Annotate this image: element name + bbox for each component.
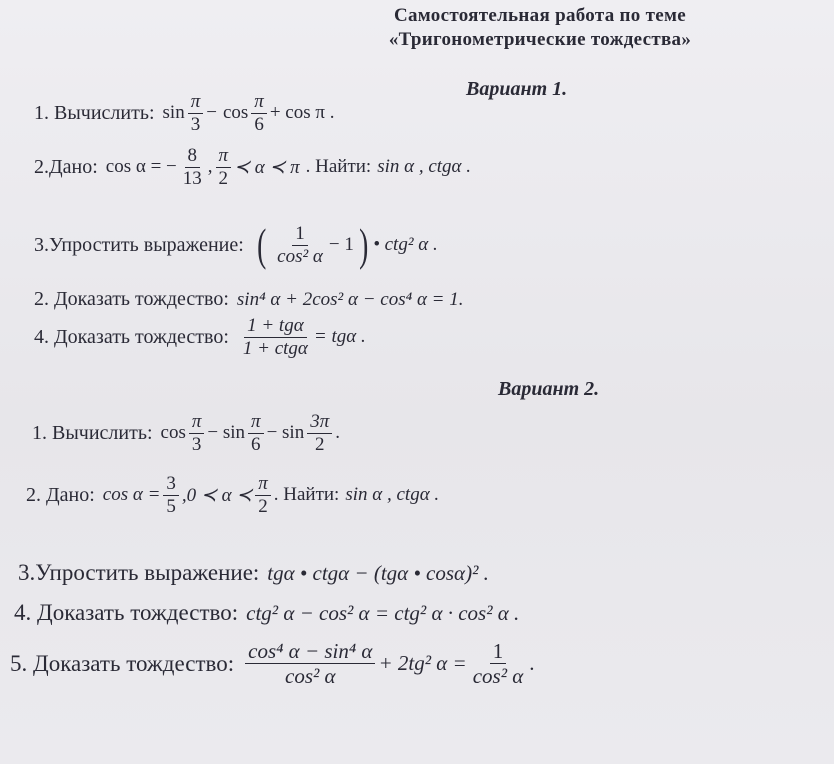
fraction-denominator: cos² α xyxy=(472,664,524,689)
v1-task-2 xyxy=(34,146,471,189)
variant-1-title: Вариант 1. xyxy=(466,78,568,100)
v1-task-4-expr: sin⁴ α + 2cos² α − cos⁴ α = 1. xyxy=(236,288,464,310)
period: . xyxy=(335,422,340,444)
fraction-numerator: 3π xyxy=(307,412,332,434)
fraction-numerator: π xyxy=(251,92,267,114)
fraction-numerator: 1 xyxy=(292,224,308,246)
period: . xyxy=(529,651,535,676)
fraction xyxy=(189,412,205,455)
fraction xyxy=(240,316,311,359)
right-paren: ) xyxy=(358,219,369,270)
minus-sin: − sin xyxy=(266,422,305,444)
fraction-numerator: 3 xyxy=(163,474,179,496)
fraction xyxy=(163,474,179,517)
minus-sin: − sin xyxy=(207,422,246,444)
v2-task-1-label: 1. Вычислить: xyxy=(32,421,153,444)
cos-alpha-eq: cos α = − xyxy=(105,156,177,178)
v2-task-2-label: 2. Дано: xyxy=(26,483,95,506)
cos-alpha-eq: cos α = xyxy=(102,484,161,506)
fraction-numerator: 1 + tgα xyxy=(244,316,307,338)
fraction-denominator: 2 xyxy=(314,433,325,455)
v2-task-5-label: 5. Доказать тождество: xyxy=(10,650,235,676)
fraction-numerator: π xyxy=(189,412,205,434)
v1-task-3 xyxy=(34,219,438,270)
fraction-denominator: 5 xyxy=(166,495,176,517)
cos-func: cos xyxy=(222,102,249,124)
v1-task-4-label: 2. Доказать тождество: xyxy=(34,288,229,310)
fraction-numerator: 8 xyxy=(185,146,201,168)
fraction-denominator: 6 xyxy=(254,113,264,135)
plus-cos-pi: + cos π . xyxy=(269,102,335,124)
fraction xyxy=(274,224,326,267)
worksheet-header xyxy=(330,4,750,52)
v1-task-2-expr xyxy=(106,146,471,189)
v2-task-3 xyxy=(18,560,489,586)
v1-task-3-expr xyxy=(252,219,438,270)
fraction-denominator: 6 xyxy=(251,433,261,455)
minus-one: − 1 xyxy=(328,234,354,255)
v2-task-4-expr: ctg² α − cos² α = ctg² α · cos² α . xyxy=(246,600,520,625)
fraction xyxy=(255,474,271,517)
v1-task-2-label: 2.Дано: xyxy=(34,155,98,178)
alpha-range: ≺ α ≺ π xyxy=(234,156,300,178)
v2-task-3-label: 3.Упростить выражение: xyxy=(18,560,260,585)
fraction-numerator: π xyxy=(188,92,204,114)
fraction-denominator: 1 + ctgα xyxy=(242,337,308,359)
v1-task-5-label: 4. Доказать тождество: xyxy=(34,325,229,348)
fraction-numerator: cos⁴ α − sin⁴ α xyxy=(245,640,375,664)
ctg-term: • ctg² α . xyxy=(373,234,438,255)
find-targets: sin α , ctgα . xyxy=(377,156,472,178)
fraction xyxy=(245,640,375,687)
v2-task-4-label: 4. Доказать тождество: xyxy=(14,600,239,625)
find-targets: sin α , ctgα . xyxy=(345,484,440,506)
fraction xyxy=(251,92,267,135)
middle-term: + 2tg² α = xyxy=(378,651,467,676)
v2-task-5-expr xyxy=(242,640,534,687)
fraction-numerator: π xyxy=(255,474,271,496)
alpha-range: ,0 ≺ α ≺ xyxy=(181,484,253,506)
fraction-numerator: π xyxy=(248,412,264,434)
v2-task-5 xyxy=(10,640,535,687)
v1-task-1-label: 1. Вычислить: xyxy=(34,101,155,124)
v1-task-5 xyxy=(34,316,366,359)
minus-sign: − xyxy=(206,102,217,124)
fraction-denominator: 13 xyxy=(182,167,202,189)
v2-task-1 xyxy=(32,412,340,455)
fraction xyxy=(188,92,204,135)
v1-task-1 xyxy=(34,92,334,135)
v1-task-3-label: 3.Упростить выражение: xyxy=(34,233,244,256)
fraction-denominator: 2 xyxy=(218,167,229,189)
fraction-numerator: π xyxy=(216,146,232,168)
fraction xyxy=(470,640,527,687)
fraction xyxy=(248,412,264,455)
fraction-denominator: 2 xyxy=(258,495,268,517)
find-label: . Найти: xyxy=(273,484,340,506)
header-line-2: «Тригонометрические тождества» xyxy=(388,29,692,50)
v1-task-5-expr xyxy=(237,316,366,359)
sin-func: sin xyxy=(162,102,185,124)
fraction-denominator: cos² α xyxy=(277,245,323,267)
fraction-denominator: 3 xyxy=(190,113,201,135)
comma: , xyxy=(207,156,213,178)
cos-func: cos xyxy=(160,422,186,444)
v2-task-3-expr: tgα • ctgα − (tgα • cosα)² . xyxy=(267,560,489,585)
find-label: . Найти: xyxy=(305,156,372,178)
v2-task-2-expr xyxy=(103,474,439,517)
v2-task-4 xyxy=(14,600,519,626)
fraction xyxy=(216,146,232,189)
v2-task-2 xyxy=(26,474,439,517)
fraction xyxy=(180,146,205,189)
header-line-1: Самостоятельная работа по теме xyxy=(393,5,686,26)
left-paren: ( xyxy=(256,219,267,270)
v1-task-1-expr xyxy=(163,92,335,135)
fraction-numerator: 1 xyxy=(490,640,507,664)
fraction-denominator: 3 xyxy=(191,433,202,455)
rhs: = tgα . xyxy=(313,326,366,348)
fraction-denominator: cos² α xyxy=(285,664,336,689)
v1-task-4 xyxy=(34,288,464,311)
variant-2-title: Вариант 2. xyxy=(498,378,600,400)
v2-task-1-expr xyxy=(161,412,340,455)
fraction xyxy=(307,412,332,455)
